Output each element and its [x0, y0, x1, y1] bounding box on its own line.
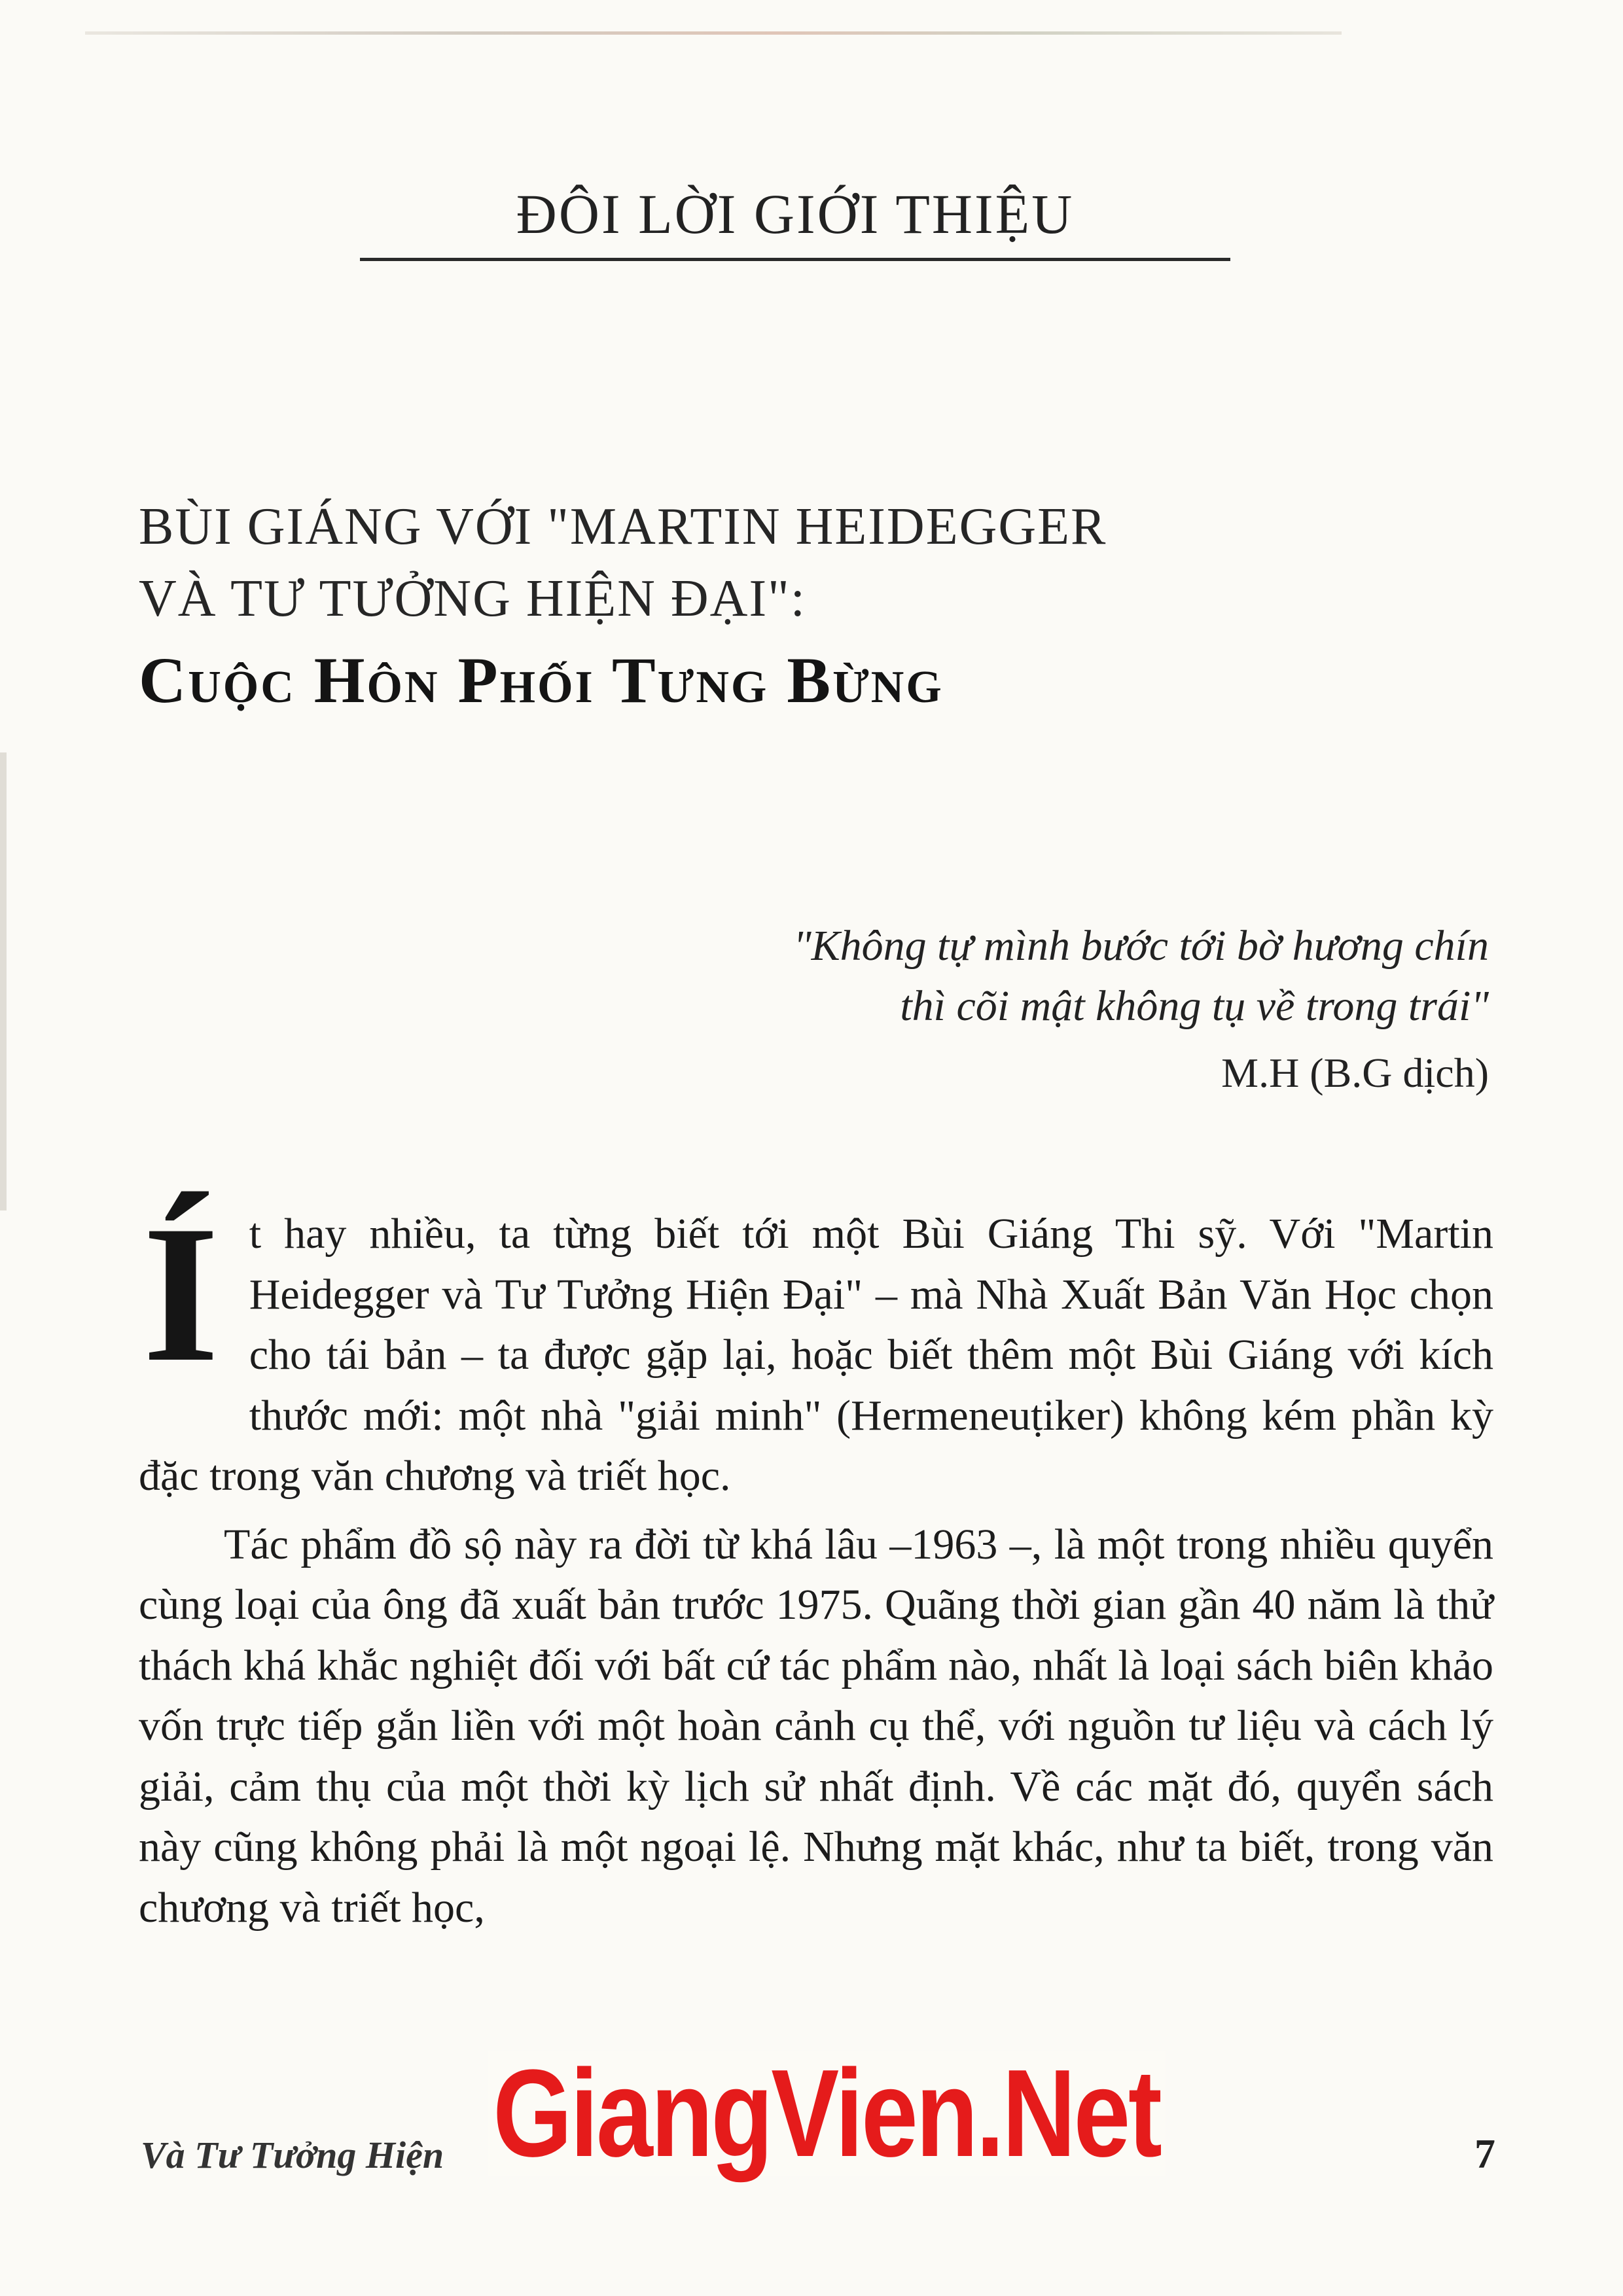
- chapter-title-main: Cuộc Hôn Phối Tưng Bừng: [139, 644, 944, 716]
- title-underline: [360, 258, 1230, 261]
- watermark-logo: GiangVien.Net: [488, 2051, 1166, 2176]
- paragraph-1-text: t hay nhiều, ta từng biết tới một Bùi Giáng Thi sỹ. Với "Martin Heidegger và Tư Tưởng Hiện Đại" – mà Nhà Xuất Bản Văn Học chọn cho tái bản – ta được gặp lại, hoặc biết thêm một Bùi Giáng với kích thước mới: một nhà "giải minh" (Hermeneuṭiker) không kém phần kỳ đặc trong văn chương và triết học.: [139, 1210, 1493, 1500]
- section-title: ĐÔI LỜI GIỚI THIỆU: [516, 183, 1075, 245]
- chapter-heading: [139, 491, 1382, 723]
- chapter-title-line-2: VÀ TƯ TƯỞNG HIỆN ĐẠI":: [139, 570, 806, 627]
- epigraph: [507, 916, 1489, 1106]
- body-text: [139, 1185, 1493, 1938]
- epigraph-line-2: thì cõi mật không tụ về trong trái": [900, 982, 1489, 1030]
- drop-cap: Í: [143, 1185, 219, 1402]
- scan-edge-shadow: [0, 752, 7, 1210]
- paragraph-2: Tác phẩm đồ sộ này ra đời từ khá lâu –1963 –, là một trong nhiều quyển cùng loại của ông đã xuất bản trước 1975. Quãng thời gian gần 40 năm là thử thách khá khắc nghiệt đối với bất cứ tác phẩm nào, nhất là loại sách biên khảo vốn trực tiếp gắn liền với một hoàn cảnh cụ thể, với nguồn tư liệu và cách lý giải, cảm thụ của một thời kỳ lịch sử nhất định. Về các mặt đó, quyển sách này cũng không phải là một ngoại lệ. Nhưng mặt khác, như ta biết, trong văn chương và triết học,: [139, 1520, 1493, 1932]
- paragraph-1: [139, 1185, 1493, 1507]
- epigraph-line-1: "Không tự mình bước tới bờ hương chín: [793, 922, 1489, 970]
- running-footer: Và Tư Tưởng Hiện: [141, 2134, 444, 2176]
- chapter-title-line-1: BÙI GIÁNG VỚI "MARTIN HEIDEGGER: [139, 498, 1107, 556]
- page-number: 7: [1474, 2130, 1495, 2177]
- epigraph-attribution: M.H (B.G dịch): [1221, 1050, 1489, 1096]
- page-top-edge: [85, 31, 1342, 35]
